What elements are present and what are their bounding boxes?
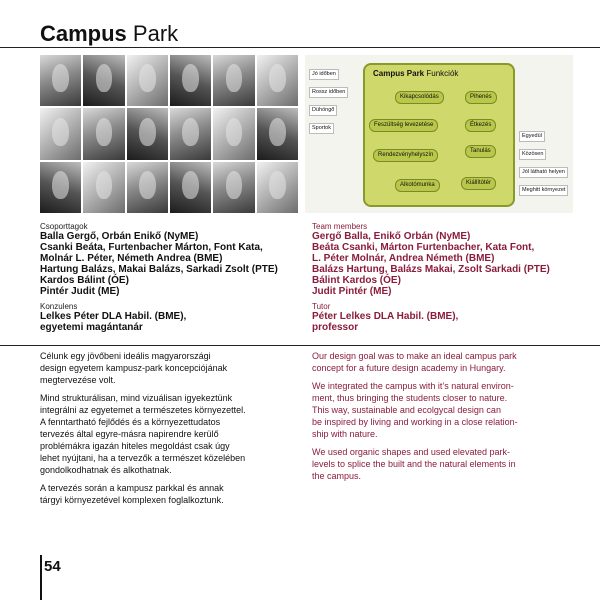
member-line: Gergő Balla, Enikő Orbán (NyME) <box>312 231 471 242</box>
member-line: Balázs Hartung, Balázs Makai, Zsolt Sarkadi (PTE) <box>312 264 550 275</box>
text-line: tervezés által egyre-másra napirendre kerülő <box>40 429 219 439</box>
text-line: concept for a future design academy in Hungary. <box>312 363 506 373</box>
text-line: We integrated the campus with it’s natural environ- <box>312 381 514 391</box>
team-photo <box>213 108 254 159</box>
team-photo <box>40 162 81 213</box>
diagram-left-label: Rossz időben <box>309 87 348 98</box>
page-number: 54 <box>44 558 61 575</box>
paragraph <box>40 350 302 386</box>
member-line: Pintér Judit (ME) <box>40 286 120 297</box>
members-label-en: Team members <box>312 222 368 231</box>
consultant-en <box>312 311 458 333</box>
text-line: Our design goal was to make an ideal campus park <box>312 351 517 361</box>
diagram-node: Feszültség levezetése <box>369 119 438 132</box>
team-photo <box>213 55 254 106</box>
consultant-line: Péter Lelkes DLA Habil. (BME), <box>312 311 459 322</box>
team-photo <box>83 55 124 106</box>
text-line: be inspired by living and working in a close relation- <box>312 417 518 427</box>
text-line: ship with nature. <box>312 429 378 439</box>
diagram-right-label: Egyedül <box>519 131 545 142</box>
member-line: Molnár L. Péter, Németh Andrea (BME) <box>40 253 223 264</box>
paragraph <box>312 380 577 440</box>
consultant-label-en: Tutor <box>312 302 331 311</box>
body-text-en <box>312 350 577 488</box>
functions-diagram <box>305 55 573 213</box>
section-divider <box>0 345 600 346</box>
diagram-node: Pihenés <box>465 91 497 104</box>
diagram-board <box>363 63 515 207</box>
text-line: A fenntartható fejlődés és a környezettudatos <box>40 417 221 427</box>
text-line: gondolkodhatnak és alkothatnak. <box>40 465 172 475</box>
team-photo <box>257 108 298 159</box>
team-photo <box>213 162 254 213</box>
text-line: problémákra igazán hiteles megoldást csak úgy <box>40 441 230 451</box>
diagram-node: Rendezvényhelyszín <box>373 149 438 162</box>
team-photo <box>257 55 298 106</box>
text-line: Célunk egy jövőbeni ideális magyarországi <box>40 351 211 361</box>
diagram-title-bold: Campus Park <box>373 69 425 78</box>
diagram-title <box>373 69 458 78</box>
team-photo <box>127 108 168 159</box>
member-line: Balla Gergő, Orbán Enikő (NyME) <box>40 231 199 242</box>
paragraph <box>40 482 302 506</box>
diagram-node: Étkezés <box>465 119 496 132</box>
member-line: Kardos Bálint (ÓE) <box>40 275 129 286</box>
team-photo-grid <box>40 55 298 213</box>
title-bold: Campus <box>40 21 127 46</box>
diagram-right-label: Közösen <box>519 149 546 160</box>
text-line: A tervezés során a kampusz parkkal és annak <box>40 483 224 493</box>
diagram-left-label: Sportok <box>309 123 334 134</box>
members-label-hu: Csoporttagok <box>40 222 88 231</box>
team-photo <box>257 162 298 213</box>
team-photo <box>40 108 81 159</box>
team-photo <box>170 108 211 159</box>
title-rest: Park <box>132 21 179 46</box>
diagram-node: Kikapcsolódás <box>395 91 444 104</box>
members-list-en <box>312 231 550 297</box>
page-title <box>40 20 178 48</box>
diagram-right-label: Meghitt környezet <box>519 185 568 196</box>
consultant-line: Lelkes Péter DLA Habil. (BME), <box>40 311 187 322</box>
text-line: integrálni az egyetemet a természetes környezettel. <box>40 405 246 415</box>
team-photo <box>170 162 211 213</box>
team-photo <box>170 55 211 106</box>
team-photo <box>83 162 124 213</box>
diagram-right-label: Jól látható helyen <box>519 167 568 178</box>
team-photo <box>40 55 81 106</box>
member-line: Hartung Balázs, Makai Balázs, Sarkadi Zsolt (PTE) <box>40 264 278 275</box>
member-line: Csanki Beáta, Furtenbacher Márton, Font Kata, <box>40 242 263 253</box>
diagram-left-label: Jó időben <box>309 69 339 80</box>
text-line: levels to splice the built and the natural elements in <box>312 459 516 469</box>
consultant-label-hu: Konzulens <box>40 302 78 311</box>
diagram-node: Tanulás <box>465 145 496 158</box>
team-photo <box>127 162 168 213</box>
text-line: the campus. <box>312 471 362 481</box>
paragraph <box>312 446 577 482</box>
body-text-hu <box>40 350 302 512</box>
text-line: lehet nyújtani, ha a tervezők a természet közelében <box>40 453 246 463</box>
diagram-left-label: Dühöngő <box>309 105 337 116</box>
text-line: megtervezése volt. <box>40 375 116 385</box>
text-line: Mind strukturálisan, mind vizuálisan igyekeztünk <box>40 393 233 403</box>
paragraph <box>312 350 577 374</box>
page-number-rule <box>40 555 42 600</box>
diagram-node: Kiállítótér <box>461 177 496 190</box>
text-line: This way, sustainable and ecolgycal design can <box>312 405 501 415</box>
consultant-line: egyetemi magántanár <box>40 322 143 333</box>
diagram-title-rest: Funkciók <box>426 69 459 78</box>
member-line: Beáta Csanki, Márton Furtenbacher, Kata Font, <box>312 242 535 253</box>
text-line: ment, thus bringing the students closer to nature. <box>312 393 508 403</box>
member-line: L. Péter Molnár, Andrea Németh (BME) <box>312 253 495 264</box>
text-line: tárgyi környezetével komplexen foglalkoztunk. <box>40 495 224 505</box>
team-photo <box>127 55 168 106</box>
text-line: design egyetem kampusz-park koncepciójának <box>40 363 228 373</box>
diagram-node: Alkotómunka <box>395 179 440 192</box>
members-list-hu <box>40 231 278 297</box>
team-photo <box>83 108 124 159</box>
text-line: We used organic shapes and used elevated park- <box>312 447 510 457</box>
consultant-line: professor <box>312 322 359 333</box>
member-line: Judit Pintér (ME) <box>312 286 392 297</box>
consultant-hu <box>40 311 186 333</box>
top-divider <box>0 47 600 48</box>
member-line: Bálint Kardos (ÓE) <box>312 275 401 286</box>
paragraph <box>40 392 302 476</box>
